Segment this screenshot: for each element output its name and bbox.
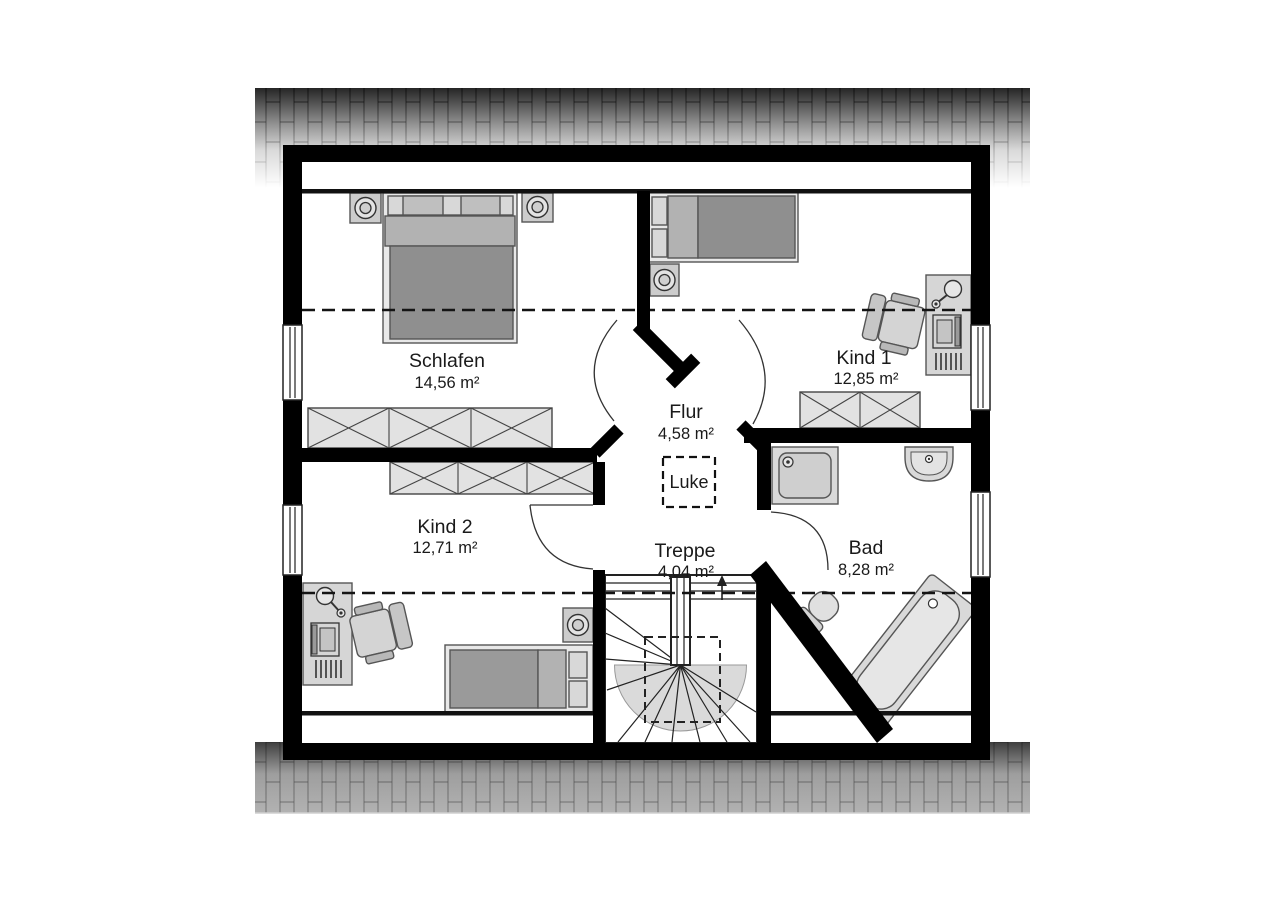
window-bad bbox=[971, 492, 990, 577]
wardrobe-schlafen bbox=[308, 408, 552, 448]
wall-top bbox=[283, 145, 990, 162]
label-bad-area: 8,28 m² bbox=[838, 561, 894, 579]
wall-right-2 bbox=[971, 410, 990, 492]
single-bed-kind1 bbox=[648, 192, 798, 262]
wall-bottom bbox=[283, 743, 990, 760]
label-treppe-name: Treppe bbox=[654, 540, 716, 562]
label-flur-area: 4,58 m² bbox=[658, 425, 714, 443]
label-bad-name: Bad bbox=[848, 537, 884, 559]
desk-kind2 bbox=[303, 583, 352, 685]
window-kind1 bbox=[971, 325, 990, 410]
label-kind1-area: 12,85 m² bbox=[833, 370, 899, 388]
label-flur-name: Flur bbox=[669, 401, 703, 423]
double-bed bbox=[383, 193, 517, 343]
wall-stair-left bbox=[593, 570, 605, 743]
stair-spine bbox=[671, 577, 690, 665]
label-kind1-name: Kind 1 bbox=[836, 347, 892, 369]
nightstand-kind1 bbox=[650, 264, 679, 296]
nightstand-right bbox=[522, 193, 553, 222]
wall-schlafen-kind2 bbox=[283, 448, 597, 462]
wall-kind2-flur bbox=[593, 462, 605, 505]
staircase bbox=[605, 575, 757, 743]
wall-kind1-bad bbox=[744, 428, 971, 443]
label-treppe-area: 4,04 m² bbox=[658, 563, 714, 581]
window-kind2 bbox=[283, 505, 302, 575]
wall-right-3 bbox=[971, 577, 990, 760]
wall-left-1 bbox=[283, 145, 302, 325]
label-kind2-name: Kind 2 bbox=[417, 516, 473, 538]
attic-hatch-label: Luke bbox=[669, 472, 709, 492]
nightstand-kind2 bbox=[563, 608, 593, 642]
room-top-line bbox=[302, 189, 971, 194]
wall-left-3 bbox=[283, 575, 302, 760]
wall-schlafen-kind1 bbox=[637, 191, 650, 331]
shower bbox=[772, 447, 838, 504]
window-schlafen bbox=[283, 325, 302, 400]
desk-kind1 bbox=[926, 275, 971, 375]
attic-hatch bbox=[663, 457, 715, 507]
room-bottom-line-left bbox=[302, 711, 593, 716]
wall-right-1 bbox=[971, 145, 990, 325]
wall-bad-left bbox=[757, 443, 771, 510]
wardrobe-kind2 bbox=[390, 462, 595, 494]
label-schlafen-name: Schlafen bbox=[409, 350, 485, 372]
label-kind2-area: 12,71 m² bbox=[412, 539, 478, 557]
washbasin bbox=[905, 447, 953, 481]
nightstand-left bbox=[350, 193, 381, 223]
label-schlafen-area: 14,56 m² bbox=[414, 374, 480, 392]
single-bed-kind2 bbox=[445, 645, 593, 713]
wardrobe-kind1 bbox=[800, 392, 920, 428]
